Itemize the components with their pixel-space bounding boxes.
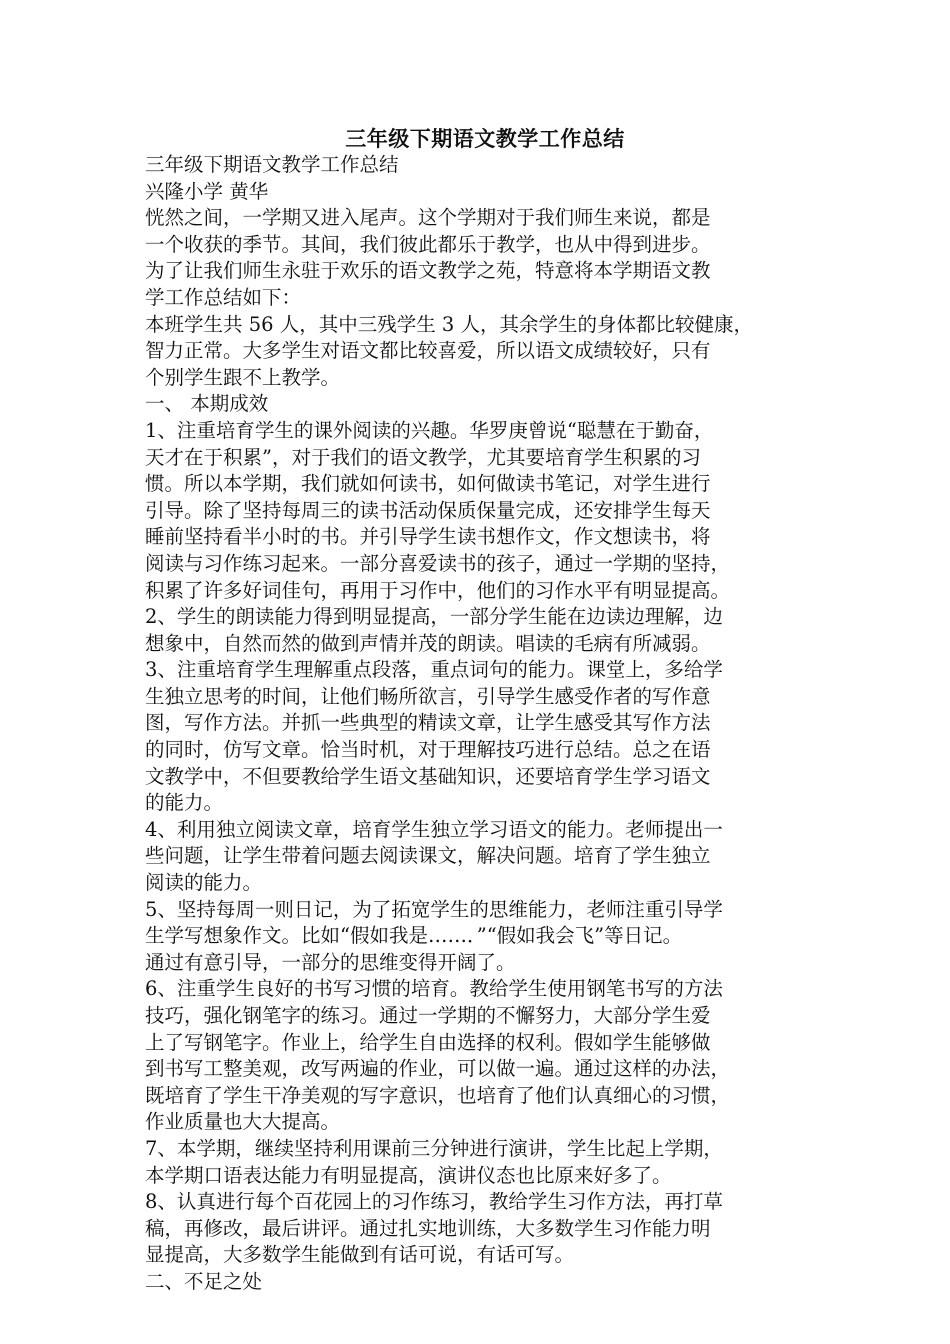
text-line: 上了写钢笔字。作业上，给学生自由选择的权利。假如学生能够做 [145, 1030, 711, 1054]
text-line: 8、认真进行每个百花园上的习作练习，教给学生习作方法，再打草 [145, 1190, 723, 1214]
document-page [145, 126, 825, 1296]
text-line: 稿，再修改，最后讲评。通过扎实地训练，大多数学生习作能力明 [145, 1216, 711, 1240]
text-line: 的能力。 [145, 791, 224, 815]
text-line: 本学期口语表达能力有明显提高，演讲仪态也比原来好多了。 [145, 1163, 672, 1187]
text-line: 2、学生的朗读能力得到明显提高，一部分学生能在边读边理解，边 [145, 605, 723, 629]
text-line: 一、 本期成效 [145, 392, 269, 416]
text-line: 到书写工整美观，改写两遍的作业，可以做一遍。通过这样的办法， [145, 1057, 731, 1081]
text-line: 阅读与习作练习起来。一部分喜爱读书的孩子，通过一学期的坚持， [145, 551, 731, 575]
document-body [145, 152, 825, 1296]
text-line: 想象中，自然而然的做到声情并茂的朗读。唱读的毛病有所减弱。 [145, 631, 711, 655]
text-line: 阅读的能力。 [145, 871, 263, 895]
text-line: 三年级下期语文教学工作总结 [145, 153, 399, 176]
text-line: 一个收获的季节。其间，我们彼此都乐于教学，也从中得到进步。 [145, 232, 711, 256]
text-line: 6、注重学生良好的书写习惯的培育。教给学生使用钢笔书写的方法 [145, 977, 723, 1001]
text-line: 些问题，让学生带着问题去阅读课文，解决问题。培育了学生独立 [145, 844, 711, 868]
text-line: 4、利用独立阅读文章，培育学生独立学习语文的能力。老师提出一 [145, 817, 723, 841]
text-line: 的同时，仿写文章。恰当时机，对于理解技巧进行总结。总之在语 [145, 738, 711, 762]
text-line: 作业质量也大大提高。 [145, 1110, 341, 1134]
text-line: 为了让我们师生永驻于欢乐的语文教学之苑，特意将本学期语文教 [145, 259, 711, 283]
text-line: 兴隆小学 黄华 [145, 179, 269, 203]
text-line: 生独立思考的时间，让他们畅所欲言，引导学生感受作者的写作意 [145, 684, 711, 708]
text-line: 智力正常。大多学生对语文都比较喜爱，所以语文成绩较好，只有 [145, 339, 711, 363]
text-line: 恍然之间，一学期又进入尾声。这个学期对于我们师生来说，都是 [145, 206, 711, 230]
text-line: 学工作总结如下： [145, 285, 302, 309]
text-line: 1、注重培育学生的课外阅读的兴趣。华罗庚曾说“聪慧在于勤奋， [145, 418, 714, 442]
text-line: 5、坚持每周一则日记，为了拓宽学生的思维能力，老师注重引导学 [145, 897, 723, 921]
text-line: 积累了许多好词佳句，再用于习作中，他们的习作水平有明显提高。 [145, 578, 731, 602]
text-line: 技巧，强化钢笔字的练习。通过一学期的不懈努力，大部分学生爱 [145, 1004, 711, 1027]
text-line: 二、不足之处 [145, 1269, 263, 1293]
text-line: 睡前坚持看半小时的书。并引导学生读书想作文，作文想读书，将 [145, 525, 711, 549]
text-line: 引导。除了坚持每周三的读书活动保质保量完成，还安排学生每天 [145, 498, 711, 522]
text-line: 文教学中，不但要教给学生语文基础知识，还要培育学生学习语文 [145, 764, 711, 788]
text-line: 既培育了学生干净美观的写字意识，也培育了他们认真细心的习惯， [145, 1083, 731, 1107]
text-line: 3、注重培育学生理解重点段落，重点词句的能力。课堂上，多给学 [145, 658, 723, 682]
text-line: 本班学生共 56 人，其中三残学生 3 人，其余学生的身体都比较健康， [145, 312, 754, 336]
text-line: 显提高，大多数学生能做到有话可说，有话可写。 [145, 1243, 575, 1267]
text-line: 通过有意引导，一部分的思维变得开阔了。 [145, 950, 516, 974]
text-line: 图，写作方法。并抓一些典型的精读文章，让学生感受其写作方法 [145, 711, 711, 735]
document-title: 三年级下期语文教学工作总结 [345, 126, 625, 151]
text-line: 惯。所以本学期，我们就如何读书，如何做读书笔记，对学生进行 [145, 472, 711, 496]
text-line: 7、本学期，继续坚持利用课前三分钟进行演讲，学生比起上学期， [145, 1136, 723, 1160]
text-line: 生学写想象作文。比如“假如我是……．”“假如我会飞”等日记。 [145, 924, 683, 948]
text-line: 个别学生跟不上教学。 [145, 365, 341, 389]
text-line: 天才在于积累”，对于我们的语文教学，尤其要培育学生积累的习 [145, 445, 701, 469]
